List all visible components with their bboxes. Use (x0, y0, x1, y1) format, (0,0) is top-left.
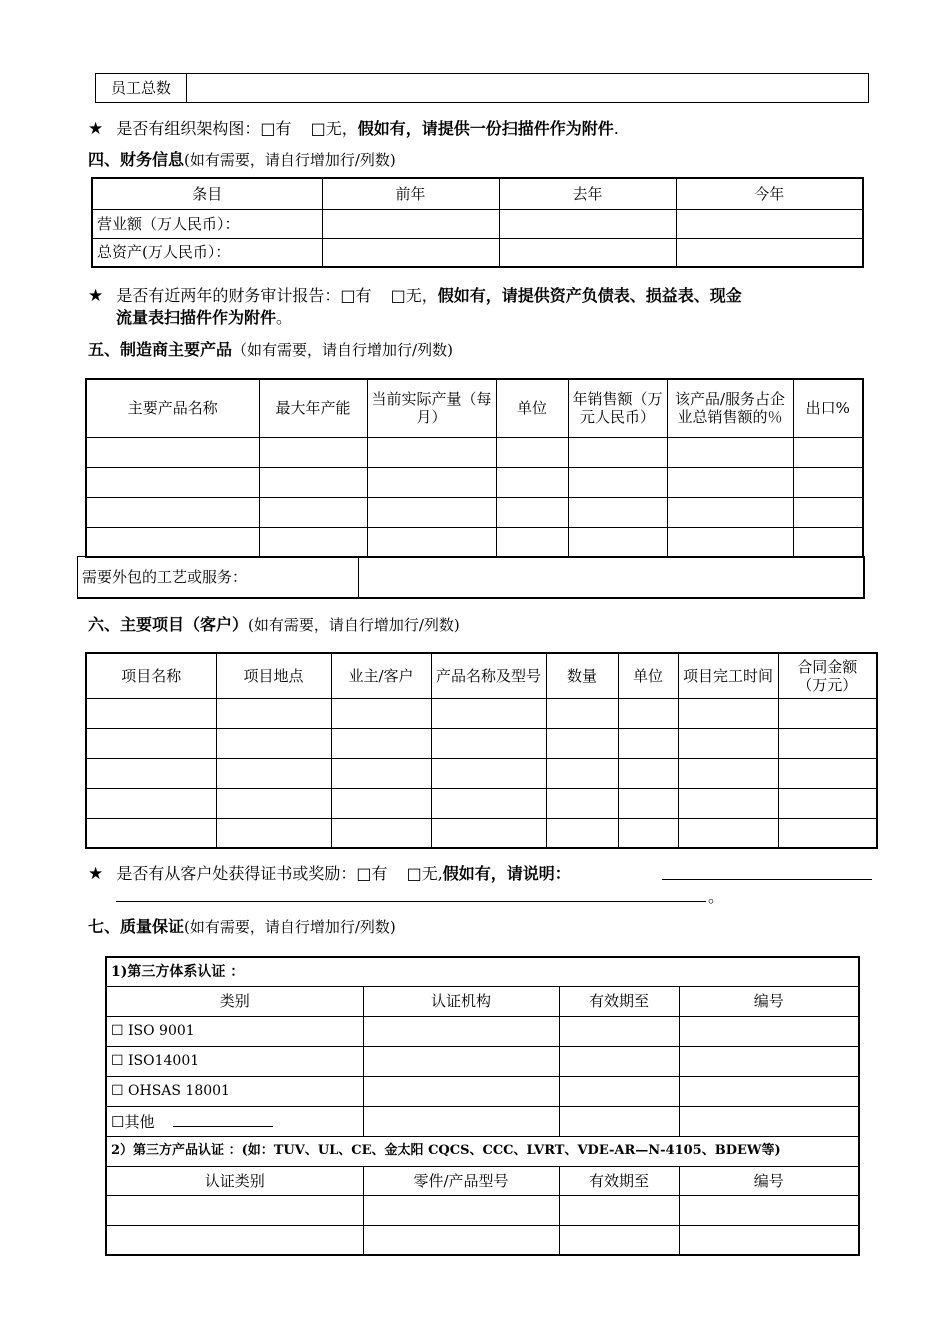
project-header: 项目完工时间 (678, 653, 778, 698)
section-5-heading: 五、制造商主要产品（如有需要，请自行增加行/列数) (88, 340, 453, 359)
table-cell[interactable] (778, 788, 877, 818)
table-cell[interactable] (431, 818, 546, 848)
employee-table (95, 73, 869, 103)
finance-header: 今年 (676, 178, 863, 209)
table-cell[interactable] (618, 698, 678, 728)
product-cert-header: 零件/产品型号 (363, 1166, 559, 1195)
iso14001-checkbox[interactable]: ☐ ISO14001 (106, 1046, 363, 1076)
table-cell[interactable] (678, 698, 778, 728)
table-cell[interactable] (331, 758, 431, 788)
table-cell[interactable] (559, 1225, 679, 1255)
table-cell[interactable] (216, 758, 331, 788)
table-cell[interactable] (568, 527, 667, 557)
table-cell[interactable] (259, 467, 367, 497)
revenue-label: 营业额（万人民币）： (92, 209, 322, 238)
table-row (86, 467, 863, 497)
table-cell[interactable] (559, 1195, 679, 1225)
table-cell[interactable] (499, 209, 676, 238)
table-row (86, 788, 877, 818)
table-cell[interactable] (499, 238, 676, 267)
table-cell[interactable] (86, 818, 216, 848)
audit-no-checkbox[interactable]: □无， (390, 286, 438, 305)
table-cell[interactable] (667, 437, 793, 467)
table-cell[interactable] (106, 1195, 363, 1225)
org-yes-checkbox[interactable]: □有 (260, 119, 292, 138)
table-cell[interactable] (363, 1195, 559, 1225)
project-header: 单位 (618, 653, 678, 698)
table-cell[interactable] (568, 467, 667, 497)
table-cell[interactable] (106, 1225, 363, 1255)
system-cert-header: 有效期至 (559, 986, 679, 1016)
project-header: 项目名称 (86, 653, 216, 698)
table-cell[interactable] (86, 467, 259, 497)
iso9001-checkbox[interactable]: ☐ ISO 9001 (106, 1016, 363, 1046)
table-row (86, 527, 863, 557)
table-cell[interactable] (86, 527, 259, 557)
product-header: 当前实际产量（每月） (367, 379, 496, 437)
table-cell[interactable] (778, 698, 877, 728)
table-cell[interactable] (793, 437, 863, 467)
audit-yes-checkbox[interactable]: □有 (340, 286, 372, 305)
system-cert-header: 认证机构 (363, 986, 559, 1016)
table-row (86, 728, 877, 758)
table-cell[interactable] (259, 497, 367, 527)
section-4-heading: 四、财务信息(如有需要，请自行增加行/列数) (88, 150, 396, 169)
table-cell[interactable] (618, 728, 678, 758)
project-header: 合同金额（万元） (778, 653, 877, 698)
awards-yes-checkbox[interactable]: □有 (356, 864, 388, 883)
table-cell[interactable] (86, 758, 216, 788)
table-cell[interactable] (679, 1076, 859, 1106)
system-cert-header: 类别 (106, 986, 363, 1016)
table-cell[interactable] (679, 1046, 859, 1076)
table-cell[interactable] (778, 818, 877, 848)
table-row (86, 758, 877, 788)
table-cell[interactable] (568, 497, 667, 527)
product-cert-header: 认证类别 (106, 1166, 363, 1195)
table-cell[interactable] (679, 1225, 859, 1255)
employee-count-label: 员工总数 (96, 74, 187, 103)
audit-question: ★ 是否有近两年的财务审计报告：□有 □无，假如有，请提供资产负债表、损益表、现金 (88, 286, 742, 306)
ohsas18001-checkbox[interactable]: ☐ OHSAS 18001 (106, 1076, 363, 1106)
table-cell[interactable] (778, 728, 877, 758)
table-cell[interactable] (431, 788, 546, 818)
awards-answer-line-1[interactable] (662, 879, 872, 880)
table-cell[interactable] (568, 437, 667, 467)
table-cell[interactable] (86, 437, 259, 467)
table-cell[interactable] (667, 497, 793, 527)
awards-answer-line-2[interactable] (116, 901, 706, 902)
table-cell[interactable] (363, 1076, 559, 1106)
project-header: 业主/客户 (331, 653, 431, 698)
table-row (106, 1195, 859, 1225)
table-cell[interactable] (678, 728, 778, 758)
product-header: 单位 (496, 379, 568, 437)
table-cell[interactable] (546, 788, 618, 818)
table-row (86, 818, 877, 848)
system-cert-header: 编号 (679, 986, 859, 1016)
table-cell[interactable] (778, 758, 877, 788)
table-cell[interactable] (679, 1016, 859, 1046)
table-cell[interactable] (86, 788, 216, 818)
awards-end: 。 (708, 887, 725, 906)
section-6-heading: 六、主要项目（客户）(如有需要，请自行增加行/列数) (88, 615, 460, 634)
product-cert-header: 编号 (679, 1166, 859, 1195)
table-cell[interactable] (679, 1195, 859, 1225)
table-cell[interactable] (259, 437, 367, 467)
table-cell[interactable] (259, 527, 367, 557)
table-cell[interactable] (216, 788, 331, 818)
table-cell[interactable] (667, 527, 793, 557)
table-cell[interactable] (431, 758, 546, 788)
other-input-line[interactable] (173, 1112, 273, 1127)
table-cell[interactable] (86, 497, 259, 527)
project-header: 项目地点 (216, 653, 331, 698)
table-cell[interactable] (546, 758, 618, 788)
table-row (86, 698, 877, 728)
assets-label: 总资产(万人民币）： (92, 238, 322, 267)
quality-table (105, 956, 860, 1256)
table-cell[interactable] (363, 1046, 559, 1076)
table-cell[interactable] (676, 238, 863, 267)
awards-no-checkbox[interactable]: □无, (406, 864, 443, 883)
table-cell[interactable] (618, 818, 678, 848)
table-cell[interactable] (793, 497, 863, 527)
other-cert-cell (106, 1106, 363, 1136)
products-table (85, 378, 864, 558)
table-cell[interactable] (367, 437, 496, 467)
table-cell[interactable] (678, 818, 778, 848)
table-cell[interactable] (322, 209, 499, 238)
projects-table (85, 652, 878, 849)
table-cell[interactable] (367, 467, 496, 497)
project-header: 数量 (546, 653, 618, 698)
table-cell[interactable] (367, 497, 496, 527)
table-cell[interactable] (559, 1046, 679, 1076)
table-cell[interactable] (367, 527, 496, 557)
table-cell[interactable] (331, 788, 431, 818)
outsource-label: 需要外包的工艺或服务： (78, 557, 359, 598)
table-cell[interactable] (363, 1106, 559, 1136)
table-cell[interactable] (559, 1106, 679, 1136)
product-header: 年销售额（万元人民币） (568, 379, 667, 437)
table-cell[interactable] (793, 467, 863, 497)
finance-header: 前年 (322, 178, 499, 209)
finance-header: 去年 (499, 178, 676, 209)
table-cell[interactable] (667, 467, 793, 497)
table-cell[interactable] (431, 698, 546, 728)
product-header: 该产品/服务占企业总销售额的％ (667, 379, 793, 437)
finance-header: 条目 (92, 178, 322, 209)
table-cell[interactable] (363, 1016, 559, 1046)
org-chart-question: ★ 是否有组织架构图：□有 □无，假如有，请提供一份扫描件作为附件. (88, 119, 619, 139)
table-cell[interactable] (496, 497, 568, 527)
table-cell[interactable] (331, 728, 431, 758)
product-header: 出口% (793, 379, 863, 437)
table-row (86, 497, 863, 527)
table-cell[interactable] (331, 698, 431, 728)
other-checkbox[interactable]: ☐其他 (111, 1112, 155, 1131)
table-cell[interactable] (618, 758, 678, 788)
product-cert-title: 2）第三方产品认证 ：(如：TUV、UL、CE、金太阳 CQCS、CCC、LVRT、VDE-AR—N-4105、BDEW等) (106, 1136, 859, 1166)
table-cell[interactable] (86, 728, 216, 758)
table-row (106, 1225, 859, 1255)
table-cell[interactable] (679, 1106, 859, 1136)
table-cell[interactable] (676, 209, 863, 238)
product-header: 最大年产能 (259, 379, 367, 437)
awards-question: ★ 是否有从客户处获得证书或奖励：□有 □无,假如有，请说明： (88, 864, 571, 884)
table-cell[interactable] (86, 698, 216, 728)
table-cell[interactable] (496, 527, 568, 557)
product-cert-header: 有效期至 (559, 1166, 679, 1195)
table-cell[interactable] (331, 818, 431, 848)
table-cell[interactable] (322, 238, 499, 267)
table-cell[interactable] (559, 1016, 679, 1046)
table-cell[interactable] (559, 1076, 679, 1106)
org-no-checkbox[interactable]: □无， (310, 119, 358, 138)
project-header: 产品名称及型号 (431, 653, 546, 698)
table-cell[interactable] (618, 788, 678, 818)
product-header: 主要产品名称 (86, 379, 259, 437)
table-cell[interactable] (496, 437, 568, 467)
table-cell[interactable] (793, 527, 863, 557)
outsource-field[interactable] (359, 557, 864, 598)
table-cell[interactable] (546, 818, 618, 848)
table-cell[interactable] (216, 818, 331, 848)
table-cell[interactable] (496, 467, 568, 497)
system-cert-title: 1)第三方体系认证 ： (106, 957, 859, 986)
table-cell[interactable] (546, 698, 618, 728)
table-row (86, 437, 863, 467)
table-cell[interactable] (678, 788, 778, 818)
audit-question-cont: 流量表扫描件作为附件。 (116, 308, 293, 327)
table-cell[interactable] (363, 1225, 559, 1255)
section-7-heading: 七、质量保证(如有需要，请自行增加行/列数) (88, 917, 396, 936)
table-cell[interactable] (216, 698, 331, 728)
finance-table (91, 177, 864, 268)
table-cell[interactable] (546, 728, 618, 758)
outsource-table (77, 556, 865, 599)
table-cell[interactable] (431, 728, 546, 758)
employee-count-field[interactable] (187, 74, 869, 103)
table-cell[interactable] (678, 758, 778, 788)
table-cell[interactable] (216, 728, 331, 758)
